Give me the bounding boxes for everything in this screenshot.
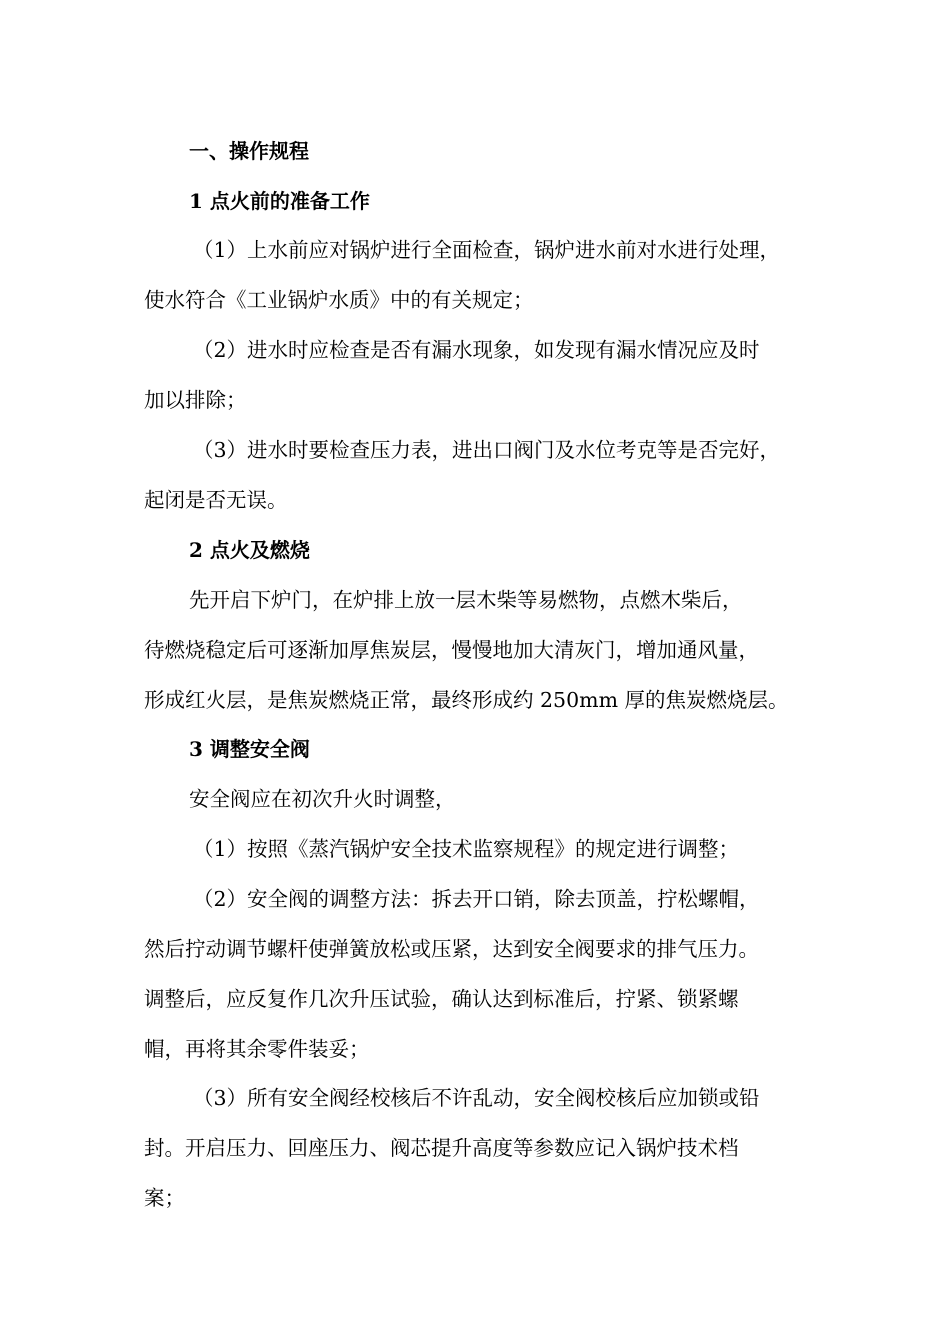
s1-line-3: （2）进水时应检查是否有漏水现象，如发现有漏水情况应及时 <box>193 338 760 362</box>
s3-line-9: 案； <box>144 1186 185 1210</box>
s3-line-6: 帽，再将其余零件装妥； <box>144 1037 370 1061</box>
s3-line-1: 安全阀应在初次升火时调整， <box>189 787 456 811</box>
s1-line-4: 加以排除； <box>144 388 247 412</box>
s3-line-7: （3）所有安全阀经校核后不许乱动，安全阀校核后应加锁或铅 <box>193 1086 760 1110</box>
s2-line-3: 形成红火层，是焦炭燃烧正常，最终形成约 250mm 厚的焦炭燃烧层。 <box>144 688 789 712</box>
s1-line-5: （3）进水时要检查压力表，进出口阀门及水位考克等是否完好， <box>193 438 781 462</box>
section-title: 一、操作规程 <box>189 139 309 163</box>
s3-line-5: 调整后，应反复作几次升压试验，确认达到标准后，拧紧、锁紧螺 <box>144 987 739 1011</box>
heading-3: 3 调整安全阀 <box>189 737 310 761</box>
s2-line-2: 待燃烧稳定后可逐渐加厚焦炭层，慢慢地加大清灰门，增加通风量， <box>144 638 759 662</box>
s3-line-4: 然后拧动调节螺杆使弹簧放松或压紧，达到安全阀要求的排气压力。 <box>144 937 759 961</box>
s2-line-1: 先开启下炉门，在炉排上放一层木柴等易燃物，点燃木柴后， <box>189 588 743 612</box>
heading-1: 1 点火前的准备工作 <box>189 189 370 213</box>
s3-line-2: （1）按照《蒸汽锅炉安全技术监察规程》的规定进行调整； <box>193 837 740 861</box>
s3-line-8: 封。开启压力、回座压力、阀芯提升高度等参数应记入锅炉技术档 <box>144 1136 739 1160</box>
s3-line-3: （2）安全阀的调整方法：拆去开口销，除去顶盖，拧松螺帽， <box>193 887 760 911</box>
s1-line-2: 使水符合《工业锅炉水质》中的有关规定； <box>144 288 534 312</box>
s1-line-1: （1）上水前应对锅炉进行全面检查，锅炉进水前对水进行处理， <box>193 238 781 262</box>
heading-2: 2 点火及燃烧 <box>189 538 310 562</box>
s1-line-6: 起闭是否无误。 <box>144 488 288 512</box>
